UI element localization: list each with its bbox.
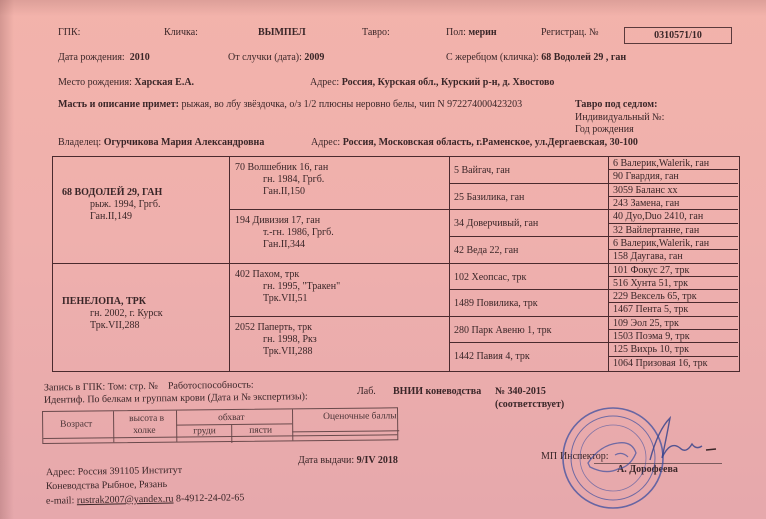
sex-value: мерин (468, 27, 497, 38)
great-grandparent-cell (450, 317, 608, 344)
great-grandparent-name: 1442 Павия 4, трк (454, 351, 530, 363)
grandparent-name: 70 Волшебник 16, ган (235, 162, 329, 173)
birthplace-label: Место рождения: (58, 77, 132, 88)
issue-date-value: 9/IV 2018 (356, 455, 398, 466)
scores-header: Оценочные баллы (323, 411, 397, 423)
gg-grandparent-cell (609, 210, 738, 223)
grandparent-name: 402 Пахом, трк (235, 268, 300, 280)
age-header: Возраст (60, 419, 93, 430)
gg-grandparent-name: 516 Хунта 51, трк (613, 277, 688, 289)
grandparent-cell (230, 157, 449, 210)
gg-grandparent-cell (609, 277, 738, 290)
great-grandparent-name: 280 Парк Авеню 1, трк (454, 324, 552, 336)
great-grandparent-cell (450, 290, 608, 317)
phone-number: 8-4912-24-02-65 (175, 492, 245, 505)
gg-grandparent-name: 6 Валерик,Walerik, ган (613, 158, 710, 169)
birth-year-label: Год рождения (575, 124, 634, 135)
gg-grandparent-name: 1503 Поэма 9, трк (613, 331, 690, 343)
issue-date (298, 455, 398, 467)
gg-grandparent-name: 90 Гвардия, ган (613, 171, 679, 183)
pedigree-great-grandparents (450, 157, 609, 371)
grandparent-line2: т.-гн. 1986, Гргб. (263, 227, 334, 239)
gg-grandparent-cell (609, 224, 738, 237)
birth-date-label: Дата рождения: (58, 52, 125, 63)
mp-label: МП (541, 451, 558, 462)
height-header-line2: холке (133, 425, 156, 437)
grandparent-name: 2052 Паперть, трк (235, 321, 312, 333)
sire-studbook: Ган.II,149 (90, 211, 132, 222)
gg-grandparent-name: 101 Фокус 27, трк (613, 264, 690, 276)
measurements-table (42, 407, 398, 444)
great-grandparent-name: 1489 Повилика, трк (454, 298, 538, 310)
grandparent-line2: гн. 1998, Ркз (263, 333, 317, 345)
gg-grandparent-cell (609, 264, 738, 277)
owner (58, 137, 264, 149)
saddle-brand-label: Тавро под седлом: (575, 99, 658, 110)
birth-date-value: 2010 (129, 52, 150, 63)
chest-header: груди (193, 426, 216, 437)
great-grandparent-name: 34 Доверчивый, ган (454, 218, 539, 230)
sire-name: 68 ВОДОЛЕЙ 29, ГАН (62, 187, 163, 198)
girth-header: обхват (218, 412, 245, 424)
pedigree-parents (53, 157, 230, 371)
expertise-number: № 340-2015 (495, 386, 546, 397)
lab-value: ВНИИ коневодства (393, 386, 482, 397)
inspector-signature (640, 410, 720, 470)
birth-date (58, 52, 150, 64)
page-shadow-top (0, 0, 766, 16)
email-label: e-mail: (45, 495, 75, 507)
gg-grandparent-cell (609, 303, 738, 316)
great-grandparent-name: 5 Вайгач, ган (454, 165, 511, 176)
grandparent-name: 194 Дивизия 17, ган (235, 215, 321, 227)
owner-value: Огурчикова Мария Александровна (103, 137, 265, 148)
birthplace-value: Харская Е.А. (134, 77, 195, 88)
mating-date-value: 2009 (304, 52, 325, 63)
dam-cell (53, 264, 229, 371)
reg-label: Регистрац. № (541, 27, 599, 38)
gg-grandparent-cell (609, 170, 738, 183)
mating-date (228, 52, 324, 64)
contacts (46, 492, 245, 507)
gg-grandparent-name: 243 Замена, ган (613, 197, 680, 209)
institute-address-line2: Коневодства Рыбное, Рязань (45, 478, 168, 493)
gg-grandparent-name: 125 Вихрь 10, трк (613, 344, 689, 356)
gg-grandparent-cell (609, 157, 738, 170)
gg-grandparent-cell (609, 330, 738, 343)
stallion-label: С жеребцом (кличка): (446, 52, 539, 63)
cannon-header: пясти (249, 425, 273, 436)
gg-grandparent-name: 158 Даугава, ган (613, 251, 683, 263)
gg-grandparent-name: 1064 Призовая 16, трк (613, 357, 708, 369)
stallion-value: 68 Водолей 29 , ган (541, 52, 627, 63)
gg-grandparent-name: 6 Валерик,Walerik, ган (613, 237, 710, 249)
owner-label: Владелец: (58, 137, 102, 148)
grandparent-cell (230, 317, 449, 370)
dam-studbook: Трк.VII,288 (90, 320, 140, 331)
great-grandparent-cell (450, 264, 608, 291)
brand-label: Тавро: (362, 27, 390, 38)
breeder-address (310, 77, 554, 89)
sire-info: рыж. 1994, Гргб. (90, 199, 161, 210)
institute-address-line1: Адрес: Россия 391105 Институт (45, 464, 183, 479)
breeder-address-value: Россия, Курская обл., Курский р-н, д. Хвостово (341, 77, 555, 88)
great-grandparent-cell (450, 343, 608, 370)
gg-grandparent-cell (609, 343, 738, 356)
grandparent-cell (230, 264, 449, 317)
gg-grandparent-name: 1467 Пента 5, трк (613, 304, 689, 316)
expertise-result: (соответствует) (495, 399, 565, 410)
gg-grandparent-cell (609, 290, 738, 303)
registration-number: 0310571/10 (624, 27, 732, 44)
gg-grandparent-name: 40 Дуо,Duo 2410, ган (613, 211, 704, 223)
grandparent-line3: Трк.VII,288 (263, 345, 313, 357)
page-shadow (0, 0, 14, 519)
pedigree-gg-grandparents (609, 157, 738, 371)
height-header-line1: высота в (129, 413, 165, 425)
email-link[interactable]: rustrak2007@yandex.ru (76, 493, 174, 507)
name-label: Кличка: (164, 27, 198, 38)
breeder-address-label: Адрес: (310, 77, 340, 88)
gg-grandparent-cell (609, 184, 738, 197)
great-grandparent-name: 42 Веда 22, ган (454, 244, 519, 256)
owner-address-label: Адрес: (311, 137, 341, 148)
mating-date-label: От случки (дата): (228, 52, 302, 63)
great-grandparent-cell (450, 237, 608, 264)
gg-grandparent-name: 109 Эол 25, трк (613, 317, 679, 329)
grandparent-line2: гн. 1984, Гргб. (263, 174, 325, 185)
grandparent-line3: Ган.II,150 (263, 186, 305, 197)
great-grandparent-cell (450, 157, 608, 184)
stallion (446, 52, 626, 64)
individual-no-label: Индивидуальный №: (575, 112, 665, 123)
lab-label: Лаб. (357, 386, 376, 397)
pedigree-table (52, 156, 740, 372)
gg-grandparent-cell (609, 317, 738, 330)
gg-grandparent-cell (609, 197, 738, 210)
birthplace (58, 77, 194, 89)
grandparent-cell (230, 210, 449, 263)
great-grandparent-name: 102 Хеопсас, трк (454, 271, 527, 283)
gg-grandparent-cell (609, 357, 738, 370)
inspector-name: А. Дорофеева (617, 464, 678, 475)
pedigree-grandparents (230, 157, 450, 371)
great-grandparent-name: 25 Базилика, ган (454, 191, 525, 203)
gg-grandparent-name: 32 Вайлертанне, ган (613, 224, 700, 236)
studbook-record-label: Запись в ГПК: Том: стр. № (43, 380, 159, 394)
grandparent-line3: Ган.II,344 (263, 239, 305, 251)
gg-grandparent-cell (609, 237, 738, 250)
grandparent-line2: гн. 1995, "Тракен" (263, 280, 341, 292)
inspector-label: Инспектор: (560, 451, 609, 462)
owner-address-value: Россия, Московская область, г.Раменское, ул.Дергаевская, 30-100 (342, 137, 638, 148)
great-grandparent-cell (450, 210, 608, 237)
performance-label: Работоспособность: (167, 379, 254, 392)
dam-name: ПЕНЕЛОПА, ТРК (62, 296, 147, 307)
color-label: Масть и описание примет: (58, 99, 179, 110)
issue-date-label: Дата выдачи: (298, 455, 355, 466)
sex-label-text: Пол: (446, 27, 466, 38)
owner-address (311, 137, 638, 149)
grandparent-line3: Трк.VII,51 (263, 292, 308, 304)
great-grandparent-cell (450, 184, 608, 211)
gg-grandparent-name: 229 Вексель 65, трк (613, 291, 697, 303)
gg-grandparent-cell (609, 250, 738, 263)
sire-cell (53, 157, 229, 264)
gg-grandparent-name: 3059 Баланс хх (613, 184, 678, 196)
sex-label (446, 27, 497, 39)
color-value: рыжая, во лбу звёздочка, о/з 1/2 плюсны неровно белы, чип N 972274000423203 (181, 99, 523, 110)
gpk-label: ГПК: (58, 27, 81, 38)
dam-info: гн. 2002, г. Курск (90, 308, 163, 319)
identification-label: Идентиф. По белкам и группам крови (Дата и № экспертизы): (43, 391, 308, 406)
horse-name: ВЫМПЕЛ (258, 27, 306, 38)
color-description (58, 99, 522, 111)
